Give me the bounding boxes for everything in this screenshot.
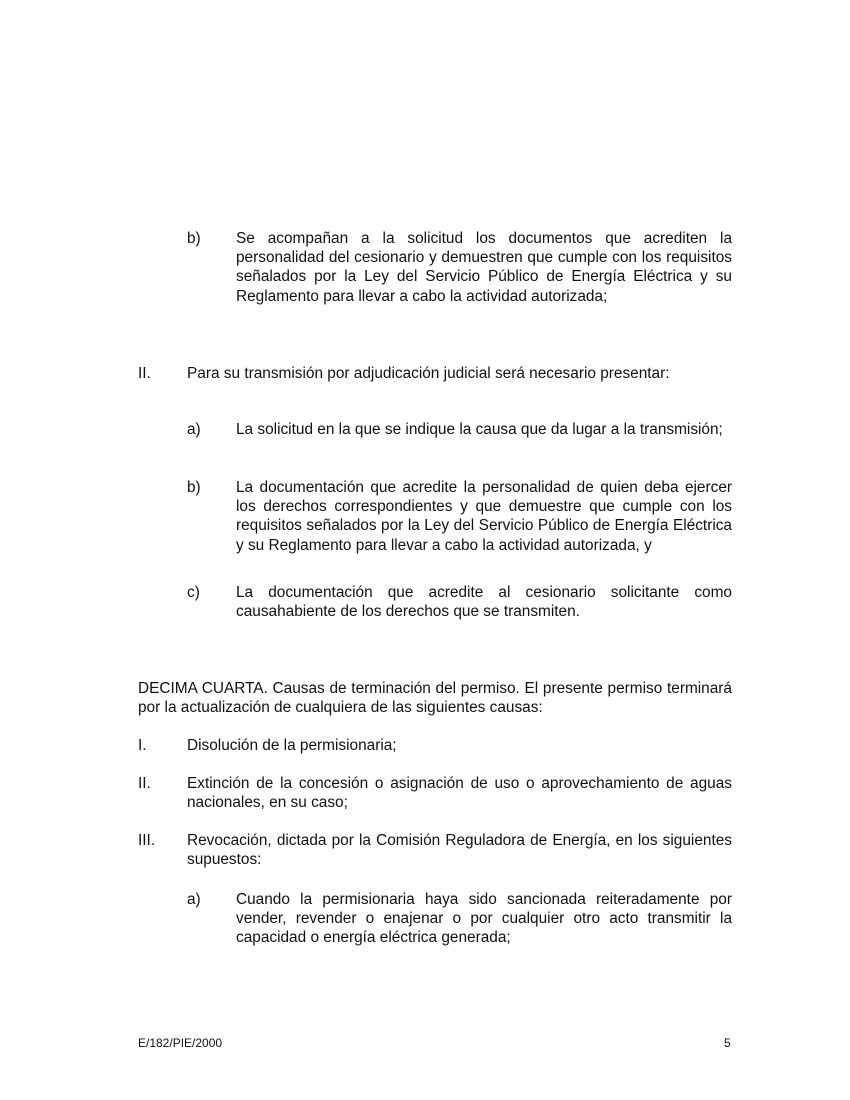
section-label: II. xyxy=(138,365,151,382)
item-text: La solicitud en la que se indique la causa que da lugar a la transmisión; xyxy=(236,421,723,438)
cause-label: I. xyxy=(138,737,147,754)
cause-label: II. xyxy=(138,775,151,792)
item-text: La documentación que acredite la personalidad de quien deba ejercer los derechos correspondientes y que demuestre que cumple con los requisitos señalados por la Ley del Servicio Público de Energía Eléctrica y su Reglamento para llevar a cabo la actividad autorizada, y xyxy=(236,479,732,554)
page-number: 5 xyxy=(724,1036,731,1050)
item-label: a) xyxy=(187,421,201,438)
item-label: a) xyxy=(187,891,201,908)
item-label: b) xyxy=(187,479,201,496)
cause-text: Revocación, dictada por la Comisión Reguladora de Energía, en los siguientes supuestos: xyxy=(187,832,732,869)
item-label: b) xyxy=(187,230,201,247)
cause-text: Disolución de la permisionaria; xyxy=(187,737,397,754)
item-label: c) xyxy=(187,584,200,601)
footer-doc-id: E/182/PIE/2000 xyxy=(138,1036,223,1050)
cause-text: Extinción de la concesión o asignación de uso o aprovechamiento de aguas nacionales, en su caso; xyxy=(187,775,732,812)
item-text: La documentación que acredite al cesionario solicitante como causahabiente de los derechos que se transmiten. xyxy=(236,584,732,621)
item-text: Se acompañan a la solicitud los documentos que acrediten la personalidad del cesionario y demuestren que cumple con los requisitos señalados por la Ley del Servicio Público de Energía Eléctrica y su Reglamento para llevar a cabo la actividad autorizada; xyxy=(236,230,732,305)
cause-label: III. xyxy=(138,832,156,849)
clause-paragraph: DECIMA CUARTA. Causas de terminación del permiso. El presente permiso terminará por la actualización de cualquiera de las siguientes causas: xyxy=(138,680,732,717)
item-text: Cuando la permisionaria haya sido sancionada reiteradamente por vender, revender o enajenar o por cualquier otro acto transmitir la capacidad o energía eléctrica generada; xyxy=(236,891,732,947)
section-text: Para su transmisión por adjudicación judicial será necesario presentar: xyxy=(187,365,670,382)
